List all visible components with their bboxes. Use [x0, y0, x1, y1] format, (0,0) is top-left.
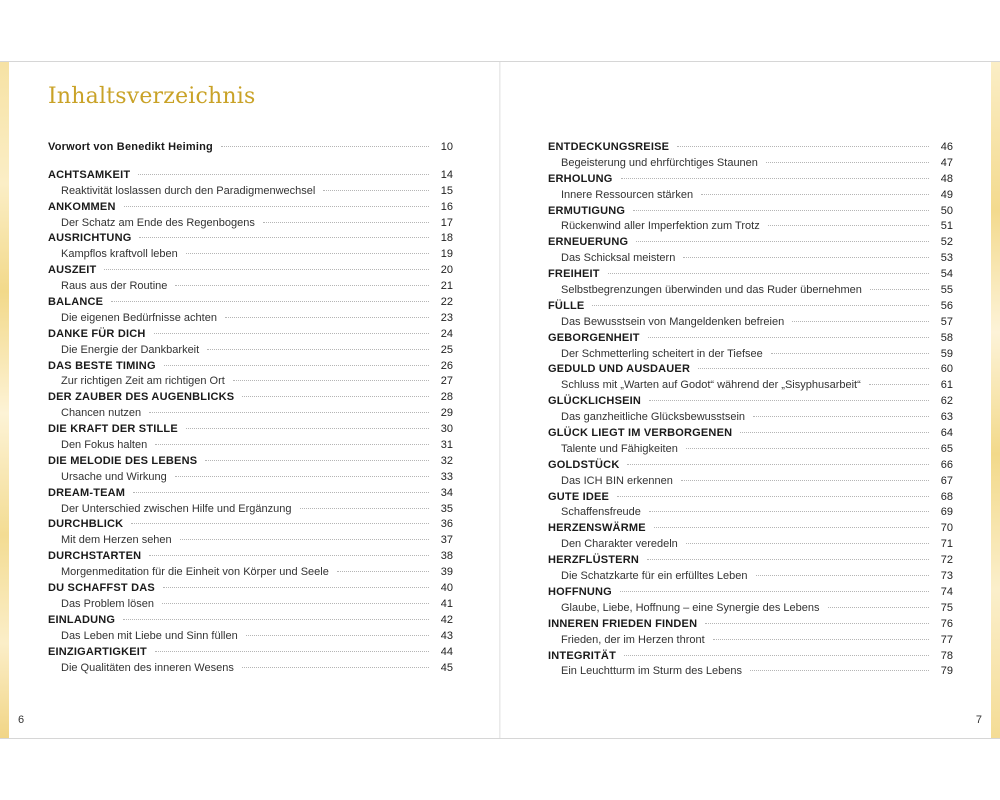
toc-subtitle: Das ganzheitliche Glücksbewusstsein [561, 411, 746, 424]
toc-entry [48, 406, 453, 422]
toc-chapter-title: DU SCHAFFST DAS [48, 582, 155, 595]
toc-subtitle: Chancen nutzen [61, 407, 142, 420]
toc-entry [548, 299, 953, 315]
dot-leader [175, 285, 429, 286]
toc-subtitle: Den Fokus halten [61, 439, 148, 452]
toc-entry [548, 553, 953, 569]
toc-entry [48, 517, 453, 533]
toc-entry [48, 184, 453, 200]
toc-entry [48, 343, 453, 359]
toc-chapter-title: INNEREN FRIEDEN FINDEN [548, 617, 698, 630]
toc-page-number: 21 [440, 280, 453, 293]
toc-page-number: 31 [440, 439, 453, 452]
toc-chapter-title: DAS BESTE TIMING [48, 359, 156, 372]
dot-leader [869, 384, 929, 385]
dot-leader [768, 225, 929, 226]
toc-subtitle: Der Schatz am Ende des Regenbogens [61, 216, 255, 229]
toc-subtitle: Die Qualitäten des inneren Wesens [61, 661, 234, 674]
toc-page-number: 64 [940, 427, 953, 440]
toc-chapter-title: DER ZAUBER DES AUGENBLICKS [48, 391, 235, 404]
toc-entry [48, 295, 453, 311]
toc-entry [548, 315, 953, 331]
toc-entry [548, 251, 953, 267]
toc-subtitle: Glaube, Liebe, Hoffnung – eine Synergie des Lebens [561, 601, 820, 614]
toc-entry [548, 283, 953, 299]
toc-page-number: 27 [440, 375, 453, 388]
toc-entry [548, 617, 953, 633]
dot-leader [337, 571, 429, 572]
toc-page-number: 38 [440, 550, 453, 563]
dot-leader [133, 492, 429, 493]
dot-leader [681, 480, 929, 481]
toc-page-number: 48 [940, 172, 953, 185]
dot-leader [617, 496, 929, 497]
dot-leader [163, 587, 429, 588]
dot-leader [111, 301, 429, 302]
toc-subtitle: Kampflos kraftvoll leben [61, 248, 178, 261]
toc-entry [48, 374, 453, 390]
toc-entry [48, 629, 453, 645]
toc-page-number: 69 [940, 506, 953, 519]
toc-page-number: 35 [440, 502, 453, 515]
dot-leader [139, 237, 429, 238]
toc-page-number: 61 [940, 379, 953, 392]
toc-chapter-title: HERZENSWÄRME [548, 522, 646, 535]
dot-leader [677, 146, 929, 147]
dot-leader [221, 146, 429, 147]
toc-entry [48, 231, 453, 247]
toc-entry [548, 649, 953, 665]
toc-subtitle: Das Schicksal meistern [561, 252, 676, 265]
toc-chapter-title: ANKOMMEN [48, 200, 116, 213]
toc-chapter-title: DANKE FÜR DICH [48, 327, 146, 340]
dot-leader [233, 380, 429, 381]
dot-leader [633, 210, 929, 211]
book-spread [0, 61, 1000, 739]
toc-chapter-title: HERZFLÜSTERN [548, 554, 640, 567]
dot-leader [627, 464, 929, 465]
toc-page-number: 47 [940, 156, 953, 169]
left-page-gold-edge [0, 62, 9, 738]
toc-chapter-title: AUSRICHTUNG [48, 232, 132, 245]
dot-leader [205, 460, 429, 461]
toc-chapter-title: DURCHSTARTEN [48, 550, 142, 563]
dot-leader [246, 635, 429, 636]
toc-left-column [48, 140, 453, 676]
toc-page-number: 74 [940, 585, 953, 598]
toc-entry [548, 267, 953, 283]
dot-leader [756, 575, 930, 576]
page-number-left: 6 [18, 714, 25, 726]
dot-leader [701, 194, 929, 195]
toc-page-number: 16 [440, 200, 453, 213]
dot-leader [242, 667, 429, 668]
toc-entry [548, 601, 953, 617]
dot-leader [323, 190, 429, 191]
toc-page-number: 36 [440, 518, 453, 531]
toc-subtitle: Das Problem lösen [61, 597, 154, 610]
dot-leader [683, 257, 929, 258]
toc-chapter-title: INTEGRITÄT [548, 649, 616, 662]
dot-leader [753, 416, 929, 417]
toc-subtitle: Raus aus der Routine [61, 280, 168, 293]
dot-leader [750, 670, 929, 671]
toc-page-number: 19 [440, 248, 453, 261]
toc-page-number: 55 [940, 284, 953, 297]
dot-leader [686, 448, 929, 449]
toc-entry [548, 474, 953, 490]
toc-right-column [548, 140, 953, 680]
toc-page-number: 15 [440, 184, 453, 197]
toc-page-number: 58 [940, 331, 953, 344]
toc-subtitle: Reaktivität loslassen durch den Paradigmenwechsel [61, 184, 316, 197]
dot-leader [647, 559, 929, 560]
dot-leader [636, 241, 929, 242]
toc-subtitle: Das Bewusstsein von Mangeldenken befreien [561, 315, 785, 328]
toc-entry [548, 235, 953, 251]
toc-entry [48, 454, 453, 470]
toc-page-number: 70 [940, 522, 953, 535]
dot-leader [123, 619, 429, 620]
toc-entry [48, 470, 453, 486]
toc-chapter-title: DIE KRAFT DER STILLE [48, 423, 178, 436]
toc-entry [48, 247, 453, 263]
dot-leader [300, 508, 429, 509]
toc-page-number: 60 [940, 363, 953, 376]
toc-entry [548, 410, 953, 426]
toc-entry [548, 505, 953, 521]
toc-page-number: 46 [940, 141, 953, 153]
toc-subtitle: Schaffensfreude [561, 506, 641, 519]
dot-leader [263, 222, 429, 223]
toc-entry [548, 362, 953, 378]
toc-chapter-title: FÜLLE [548, 299, 585, 312]
toc-entry [548, 633, 953, 649]
dot-leader [164, 365, 429, 366]
toc-page-number: 20 [440, 264, 453, 277]
toc-subtitle: Frieden, der im Herzen thront [561, 633, 705, 646]
toc-entry [48, 327, 453, 343]
dot-leader [149, 555, 429, 556]
toc-page-number: 45 [440, 661, 453, 674]
toc-entry [48, 597, 453, 613]
toc-page-number: 53 [940, 252, 953, 265]
toc-entry [48, 438, 453, 454]
toc-chapter-title: BALANCE [48, 296, 104, 309]
toc-subtitle: Zur richtigen Zeit am richtigen Ort [61, 375, 225, 388]
toc-page-number: 26 [440, 359, 453, 372]
toc-subtitle: Ursache und Wirkung [61, 470, 167, 483]
toc-page-number: 37 [440, 534, 453, 547]
dot-leader [624, 655, 929, 656]
dot-leader [686, 543, 929, 544]
dot-leader [608, 273, 929, 274]
page-number-right: 7 [975, 714, 982, 726]
toc-chapter-title: FREIHEIT [548, 268, 600, 281]
toc-subtitle: Innere Ressourcen stärken [561, 188, 694, 201]
toc-page-number: 49 [940, 188, 953, 201]
toc-page-number: 50 [940, 204, 953, 217]
toc-entry [48, 279, 453, 295]
toc-page-number: 42 [440, 613, 453, 626]
dot-leader [792, 321, 929, 322]
toc-page-number: 30 [440, 423, 453, 436]
toc-entry [48, 565, 453, 581]
toc-entry [548, 378, 953, 394]
dot-leader [698, 368, 929, 369]
toc-subtitle: Das Leben mit Liebe und Sinn füllen [61, 629, 238, 642]
toc-entry [548, 172, 953, 188]
toc-page-number: 63 [940, 411, 953, 424]
dot-leader [705, 623, 929, 624]
toc-chapter-title: GEDULD UND AUSDAUER [548, 363, 691, 376]
toc-subtitle: Ein Leuchtturm im Sturm des Lebens [561, 665, 742, 678]
toc-entry [48, 168, 453, 184]
toc-page-number: 76 [940, 617, 953, 630]
dot-leader [180, 539, 429, 540]
toc-chapter-title: GUTE IDEE [548, 490, 610, 503]
dot-leader [713, 639, 929, 640]
toc-page-number: 24 [440, 327, 453, 340]
toc-entry [48, 613, 453, 629]
toc-page-number: 57 [940, 315, 953, 328]
toc-page-number: 73 [940, 570, 953, 583]
toc-entry [548, 219, 953, 235]
toc-chapter-title: GOLDSTÜCK [548, 458, 620, 471]
toc-entry [48, 422, 453, 438]
toc-chapter-title: ACHTSAMKEIT [48, 168, 131, 181]
toc-chapter-title: DREAM-TEAM [48, 486, 126, 499]
toc-chapter-title: DIE MELODIE DES LEBENS [48, 454, 198, 467]
toc-page-number: 68 [940, 490, 953, 503]
toc-chapter-title: ERMUTIGUNG [548, 204, 626, 217]
dot-leader [648, 337, 929, 338]
toc-entry [48, 581, 453, 597]
toc-page-number: 71 [940, 538, 953, 551]
toc-entry [48, 359, 453, 375]
toc-subtitle: Die eigenen Bedürfnisse achten [61, 311, 217, 324]
dot-leader [771, 353, 929, 354]
dot-leader [207, 349, 429, 350]
toc-chapter-title: GLÜCK LIEGT IM VERBORGENEN [548, 427, 733, 440]
toc-page-number: 75 [940, 601, 953, 614]
toc-chapter-title: EINLADUNG [48, 613, 116, 626]
dot-leader [649, 400, 929, 401]
toc-entry [548, 442, 953, 458]
dot-leader [766, 162, 929, 163]
dot-leader [131, 523, 429, 524]
dot-leader [225, 317, 429, 318]
toc-page-number: 67 [940, 474, 953, 487]
toc-page-number: 33 [440, 470, 453, 483]
toc-entry [48, 645, 453, 661]
toc-subtitle: Die Schatzkarte für ein erfülltes Leben [561, 570, 748, 583]
toc-entry [548, 347, 953, 363]
toc-subtitle: Der Unterschied zwischen Hilfe und Ergänzung [61, 502, 292, 515]
toc-subtitle: Mit dem Herzen sehen [61, 534, 172, 547]
dot-leader [149, 412, 429, 413]
toc-page-number: 25 [440, 343, 453, 356]
toc-entry [548, 585, 953, 601]
toc-entry [548, 331, 953, 347]
toc-chapter-title: ERNEUERUNG [548, 236, 629, 249]
dot-leader [154, 333, 429, 334]
dot-leader [155, 444, 429, 445]
toc-page-number: 10 [440, 141, 453, 153]
toc-page-number: 23 [440, 311, 453, 324]
toc-entry [548, 140, 953, 156]
toc-entry [48, 533, 453, 549]
toc-subtitle: Das ICH BIN erkennen [561, 474, 673, 487]
toc-subtitle: Schluss mit „Warten auf Godot“ während der „Sisyphusarbeit“ [561, 379, 861, 392]
dot-leader [649, 511, 929, 512]
dot-leader [175, 476, 429, 477]
toc-page-number: 72 [940, 554, 953, 567]
toc-entry [548, 156, 953, 172]
toc-page-number: 34 [440, 486, 453, 499]
toc-entry [48, 549, 453, 565]
toc-page-number: 44 [440, 645, 453, 658]
right-page-gold-edge [991, 62, 1000, 738]
dot-leader [828, 607, 930, 608]
toc-page-number: 65 [940, 442, 953, 455]
toc-entry [548, 664, 953, 680]
toc-chapter-title: GEBORGENHEIT [548, 331, 640, 344]
toc-page-number: 40 [440, 582, 453, 595]
toc-page-number: 14 [440, 168, 453, 181]
dot-leader [104, 269, 429, 270]
toc-page-number: 66 [940, 458, 953, 471]
toc-entry [548, 490, 953, 506]
toc-subtitle: Talente und Fähigkeiten [561, 442, 678, 455]
toc-subtitle: Der Schmetterling scheitert in der Tiefsee [561, 347, 763, 360]
dot-leader [620, 591, 929, 592]
toc-chapter-title: EINZIGARTIGKEIT [48, 645, 147, 658]
toc-page-number: 62 [940, 395, 953, 408]
toc-subtitle: Begeisterung und ehrfürchtiges Staunen [561, 156, 758, 169]
toc-chapter-title: ENTDECKUNGSREISE [548, 141, 670, 153]
toc-entry [48, 311, 453, 327]
dot-leader [138, 174, 429, 175]
toc-entry [48, 502, 453, 518]
toc-chapter-title: ERHOLUNG [548, 172, 613, 185]
dot-leader [242, 396, 429, 397]
toc-chapter-title: AUSZEIT [48, 264, 97, 277]
dot-leader [155, 651, 429, 652]
toc-entry [548, 204, 953, 220]
dot-leader [124, 206, 429, 207]
toc-page-number: 29 [440, 407, 453, 420]
toc-entry [48, 216, 453, 232]
toc-page-number: 17 [440, 216, 453, 229]
toc-entry [548, 521, 953, 537]
dot-leader [740, 432, 929, 433]
toc-chapter-title: GLÜCKLICHSEIN [548, 395, 642, 408]
toc-subtitle: Den Charakter veredeln [561, 538, 678, 551]
toc-page-number: 56 [940, 299, 953, 312]
toc-page-number: 79 [940, 665, 953, 678]
toc-entry [48, 486, 453, 502]
toc-page-number: 39 [440, 566, 453, 579]
toc-entry [548, 458, 953, 474]
toc-entry [48, 200, 453, 216]
toc-page-number: 22 [440, 296, 453, 309]
toc-entry [48, 661, 453, 677]
toc-chapter-title: HOFFNUNG [548, 585, 612, 598]
dot-leader [592, 305, 929, 306]
dot-leader [162, 603, 429, 604]
toc-page-number: 18 [440, 232, 453, 245]
toc-entry [48, 390, 453, 406]
page-title: Inhaltsverzeichnis [48, 84, 256, 109]
toc-page-number: 52 [940, 236, 953, 249]
dot-leader [870, 289, 929, 290]
toc-entry [48, 140, 453, 156]
dot-leader [654, 527, 929, 528]
toc-entry [48, 263, 453, 279]
toc-entry [548, 426, 953, 442]
dot-leader [186, 428, 429, 429]
toc-page-number: 32 [440, 454, 453, 467]
toc-chapter-title: DURCHBLICK [48, 518, 124, 531]
toc-entry [548, 569, 953, 585]
toc-page-number: 77 [940, 633, 953, 646]
toc-page-number: 51 [940, 220, 953, 233]
toc-entry [548, 188, 953, 204]
toc-subtitle: Morgenmeditation für die Einheit von Körper und Seele [61, 566, 329, 579]
toc-entry [548, 537, 953, 553]
toc-page-number: 59 [940, 347, 953, 360]
toc-page-number: 28 [440, 391, 453, 404]
dot-leader [621, 178, 929, 179]
toc-entry [548, 394, 953, 410]
toc-page-number: 78 [940, 649, 953, 662]
toc-subtitle: Selbstbegrenzungen überwinden und das Ruder übernehmen [561, 284, 862, 297]
toc-page-number: 43 [440, 629, 453, 642]
toc-page-number: 54 [940, 268, 953, 281]
book-gutter [499, 62, 501, 738]
dot-leader [186, 253, 429, 254]
toc-subtitle: Rückenwind aller Imperfektion zum Trotz [561, 220, 760, 233]
toc-subtitle: Die Energie der Dankbarkeit [61, 343, 200, 356]
toc-chapter-title: Vorwort von Benedikt Heiming [48, 141, 213, 153]
toc-page-number: 41 [440, 597, 453, 610]
